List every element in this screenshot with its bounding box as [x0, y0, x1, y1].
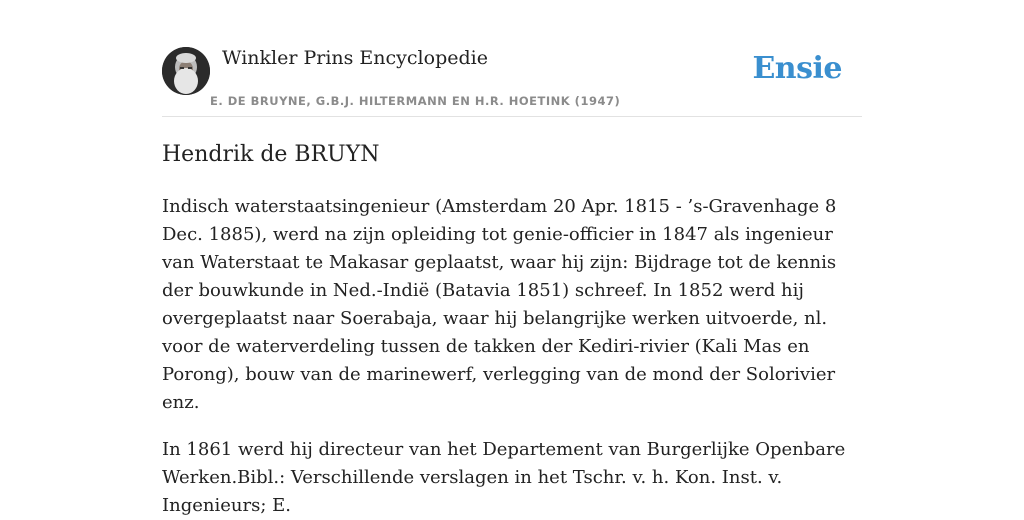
author-byline: E. DE BRUYNE, G.B.J. HILTERMANN EN H.R. HOETINK (1947): [210, 94, 621, 108]
article: [162, 140, 862, 520]
article-paragraph: In 1861 werd hij directeur van het Departement van Burgerlijke Openbare Werken.Bibl.: Verschillende verslagen in het Tschr. v. h. Kon. Inst. v. Ingenieurs; E.: [162, 439, 846, 516]
site-title[interactable]: Winkler Prins Encyclopedie: [222, 47, 488, 69]
portrait-icon: [162, 47, 210, 95]
article-paragraph: Indisch waterstaatsingenieur (Amsterdam 20 Apr. 1815 - ’s-Gravenhage 8 Dec. 1885), werd na zijn opleiding tot genie-officier in 1847 als ingenieur van Waterstaat te Makasar geplaatst, waar hij zijn: Bijdrage tot de kennis der bouwkunde in Ned.-Indië (Batavia 1851) schreef. In 1852 werd hij overgeplaatst naar Soerabaja, waar hij belangrijke werken uitvoerde, nl. voor de waterverdeling tussen de takken der Kediri-rivier (Kali Mas en Porong), bouw van de marinewerf, verlegging van de mond der Solorivier enz.: [162, 196, 837, 413]
article-title: Hendrik de BRUYN: [162, 142, 380, 167]
header: [162, 46, 862, 117]
portrait-avatar[interactable]: [162, 47, 210, 95]
brand-logo[interactable]: Ensie: [752, 51, 842, 86]
